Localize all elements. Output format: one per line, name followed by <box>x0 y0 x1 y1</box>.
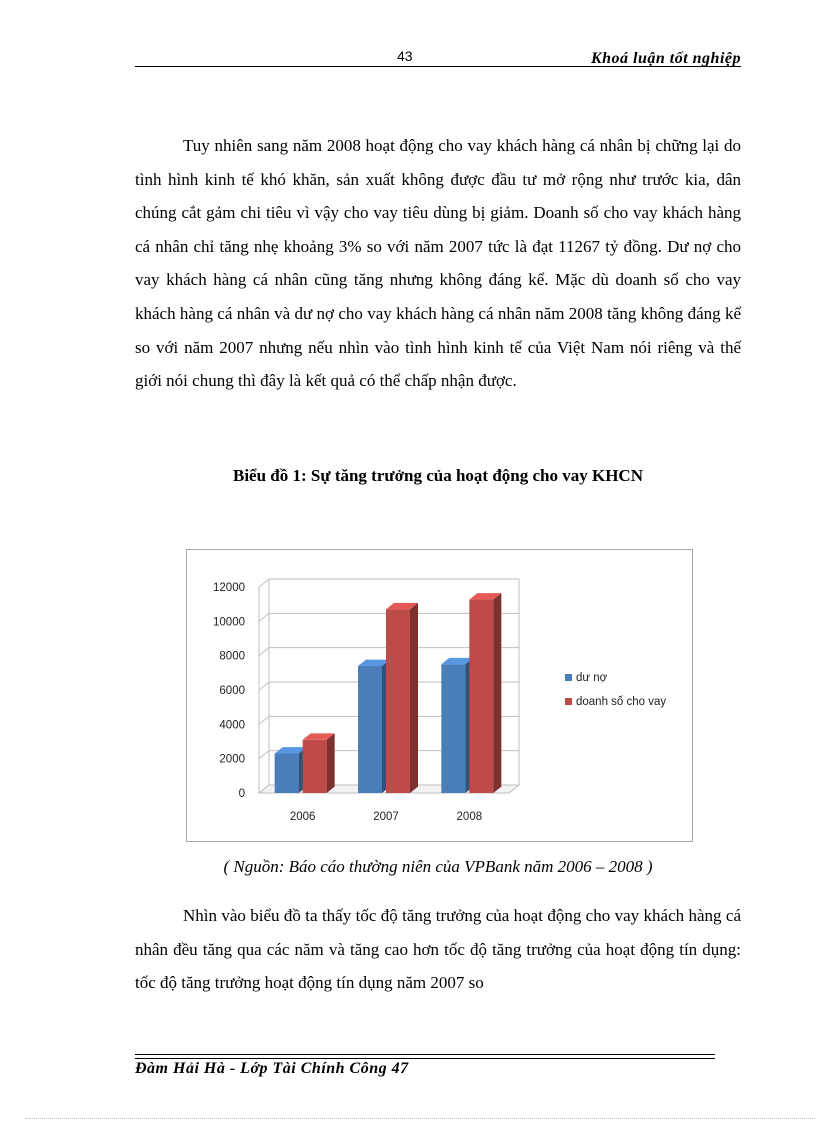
footer-rule-top <box>135 1054 715 1055</box>
bar-du-no-2008 <box>441 664 465 793</box>
x-tick-label: 2006 <box>289 811 316 823</box>
legend-label: dư nợ <box>576 672 608 684</box>
bar-side-2008-1 <box>493 593 501 793</box>
bar-du-no-2007 <box>358 666 382 793</box>
chart-caption: Biểu đồ 1: Sự tăng trưởng của hoạt động cho vay KHCN <box>232 466 643 485</box>
paragraph-2 <box>135 899 741 1000</box>
y-tick-label: 2000 <box>219 753 245 766</box>
x-tick-label: 2007 <box>373 811 399 823</box>
y-tick-label: 4000 <box>219 719 245 732</box>
source-note: ( Nguồn: Báo cáo thường niên của VPBank năm 2006 – 2008 ) <box>223 857 653 876</box>
page-header <box>135 44 741 68</box>
y-tick-label: 8000 <box>219 650 245 663</box>
bar-du-no-2006 <box>275 754 299 793</box>
bar-side-2006-1 <box>327 733 335 793</box>
header-rule <box>135 66 741 67</box>
bar-side-2007-1 <box>410 603 418 793</box>
gridline-depth <box>259 613 269 621</box>
y-tick-label: 0 <box>238 788 245 800</box>
bar-doanh-so-2008 <box>469 600 493 793</box>
paragraph-1-text: Tuy nhiên sang năm 2008 hoạt động cho vay khách hàng cá nhân bị chững lại do tình hình kinh tế khó khăn, sản xuất không được đầu tư mở rộng như trước kia, dân chúng cắt gảm chi tiêu vì vậy cho vay tiêu dùng bị giảm. Doanh số cho vay khách hàng cá nhân chỉ tăng nhẹ khoảng 3% so với năm 2007 tức là đạt 11267 tỷ đồng. Dư nợ cho vay khách hàng cá nhân cũng tăng nhưng không đáng kể. Mặc dù doanh số cho vay khách hàng cá nhân và dư nợ cho vay khách hàng cá nhân năm 2008 tăng không đáng kể so với năm 2007 nhưng nếu nhìn vào tình hình kinh tế của Việt Nam nói riêng và thế giới nói chung thì đây là kết quả có thể chấp nhận được. <box>135 136 741 391</box>
gridline-depth <box>259 716 269 724</box>
gridline-depth <box>259 579 269 587</box>
page-bottom-border <box>25 1118 815 1119</box>
footer-rule-bottom <box>135 1058 715 1059</box>
gridline-depth <box>259 648 269 656</box>
bar-doanh-so-2007 <box>386 609 410 793</box>
bar-chart <box>187 550 692 841</box>
x-tick-label: 2008 <box>456 811 483 823</box>
footer-author: Đàm Hải Hà - Lớp Tài Chính Công 47 <box>135 1060 409 1077</box>
legend-label: doanh số cho vay <box>576 696 667 708</box>
legend-swatch-0 <box>565 674 572 681</box>
gridline-depth <box>259 751 269 759</box>
page-number: 43 <box>397 48 413 64</box>
paragraph-2-text: Nhìn vào biểu đồ ta thấy tốc độ tăng trưởng của hoạt động cho vay khách hàng cá nhân đều tăng qua các năm và tăng cao hơn tốc độ tăng trưởng của hoạt động tín dụng: tốc độ tăng trưởng hoạt động tín dụng năm 2007 so <box>135 906 741 993</box>
header-title: Khoá luận tốt nghiệp <box>590 50 741 67</box>
y-tick-label: 6000 <box>219 685 245 697</box>
chart-container <box>186 549 693 842</box>
paragraph-1 <box>135 129 741 398</box>
gridline-depth <box>259 682 269 690</box>
y-tick-label: 12000 <box>213 582 245 594</box>
bar-doanh-so-2006 <box>303 740 327 793</box>
y-tick-label: 10000 <box>213 616 245 629</box>
legend-swatch-1 <box>565 698 572 705</box>
